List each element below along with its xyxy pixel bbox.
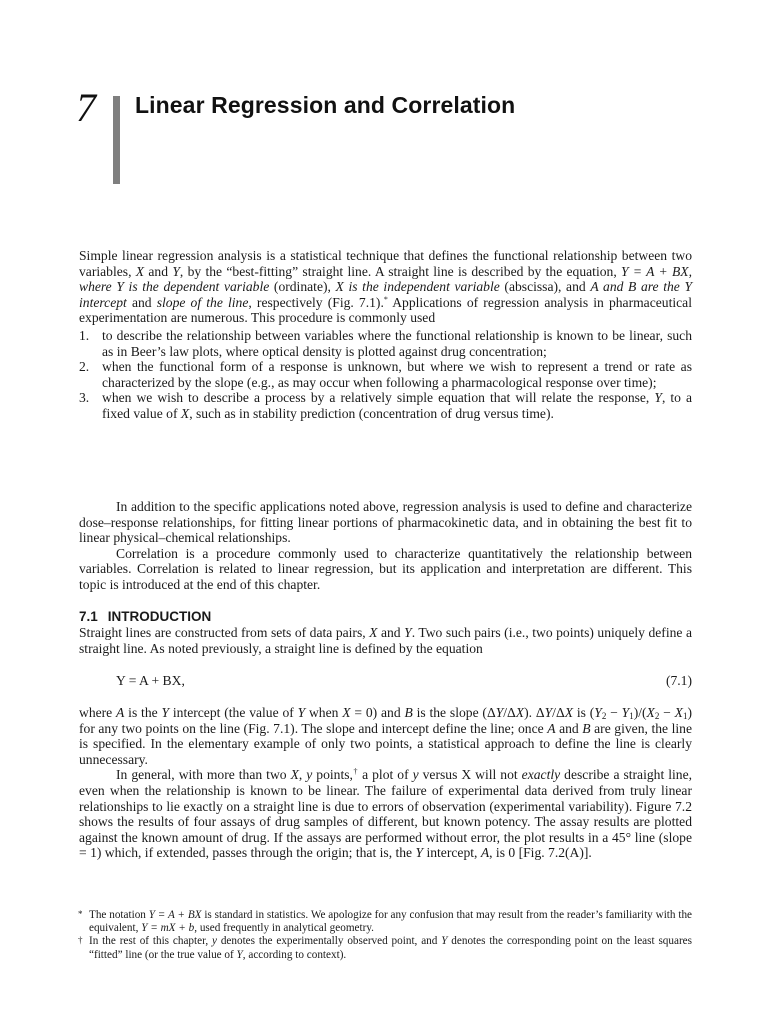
- uses-list: [79, 328, 692, 422]
- footnote-dagger: † In the rest of this chapter, y denotes the experimentally observed point, and Y denotes the corresponding point on the least squares “fitted” line (or the true value of Y, according to context).: [78, 935, 692, 961]
- section-title: INTRODUCTION: [107, 609, 212, 624]
- list-item: 2. when the functional form of a response is unknown, but where we wish to represent a trend or rate as characterized by the slope (e.g., as may occur when following a pharmacological response over time);: [79, 359, 692, 390]
- chapter-title: Linear Regression and Correlation: [135, 92, 516, 118]
- chapter-number: 7: [76, 85, 96, 130]
- intro-paragraph: Simple linear regression analysis is a statistical technique that defines the functional relationship between two variables, X and Y, by the “best-fitting” straight line. A straight line is described by the equation, Y = A + BX, where Y is the dependent variable (ordinate), X is the independent variable (abscissa), and A and B are the Y intercept and slope of the line, respectively (Fig. 7.1).* Applications of regression analysis in pharmaceutical experimentation are numerous. This procedure is commonly used: [79, 248, 693, 326]
- footnote-ref-dagger[interactable]: †: [352, 767, 359, 777]
- after-equation-block: [79, 705, 692, 861]
- footnotes: [79, 909, 692, 962]
- list-item: 1. to describe the relationship between variables where the functional relationship is known to be linear, such as in Beer’s law plots, where optical density is plotted against drug concentration;: [79, 327, 692, 359]
- equation-number: (7.1): [665, 673, 692, 688]
- equation-7-1: [79, 672, 692, 690]
- list-item: 3. when we wish to describe a process by a relatively simple equation that will relate the response, Y, to a fixed value of X, such as in stability prediction (concentration of drug versus time).: [79, 390, 692, 421]
- slope-intercept-paragraph: where A is the Y intercept (the value of Y when X = 0) and B is the slope (ΔY/ΔX). ΔY/ΔX is $(Y_2 - Y_1)/(X_2 - X_1)$ for any two points on the line (Fig. 7.1). The slope and intercept define the line; once A and B are given, the line is specified. In the elementary example of only two points, a statistical approach to define the line is clearly unnecessary.: [79, 705, 692, 767]
- applications-block: [79, 499, 692, 593]
- section-number: 7.1: [79, 609, 98, 624]
- section-heading: [79, 609, 211, 625]
- section-paragraph: Straight lines are constructed from sets of data pairs, X and Y. Two such pairs (i.e., two points) uniquely define a straight line. As noted previously, a straight line is defined by the equation: [79, 625, 692, 656]
- correlation-paragraph: Correlation is a procedure commonly used to characterize quantitatively the relationship between variables. Correlation is related to linear regression, but its application and interpretation are different. This topic is introduced at the end of this chapter.: [79, 545, 692, 592]
- applications-paragraph: In addition to the specific applications noted above, regression analysis is used to define and characterize dose–response relationships, for fitting linear portions of pharmacokinetic data, and in obtaining the best fit to linear physical–chemical relationships.: [79, 499, 692, 546]
- footnote-ref-star[interactable]: *: [383, 294, 388, 304]
- intro-block: [79, 248, 692, 422]
- general-case-paragraph: In general, with more than two X, y points,† a plot of y versus X will not exactly describe a straight line, even when the relationship is known to be linear. The failure of experimental data derived from truly linear relationships to lie exactly on a straight line is due to errors of observation (experimental variability). Figure 7.2 shows the results of four assays of drug samples of different, but known potency. The assay results are plotted against the known amount of drug. If the assays are performed without error, the plot results in a 45° line (slope = 1) which, if extended, passes through the origin; that is, the Y intercept, A, is 0 [Fig. 7.2(A)].: [79, 767, 693, 861]
- footnote-star: * The notation Y = A + BX is standard in statistics. We apologize for any confusion that may result from the reader’s familiarity with the equivalent, Y = mX + b, used frequently in analytical geometry.: [78, 909, 693, 935]
- chapter-divider-bar: [113, 96, 120, 184]
- equation-body: Y = A + BX,: [116, 673, 185, 688]
- section-intro-block: [79, 625, 692, 656]
